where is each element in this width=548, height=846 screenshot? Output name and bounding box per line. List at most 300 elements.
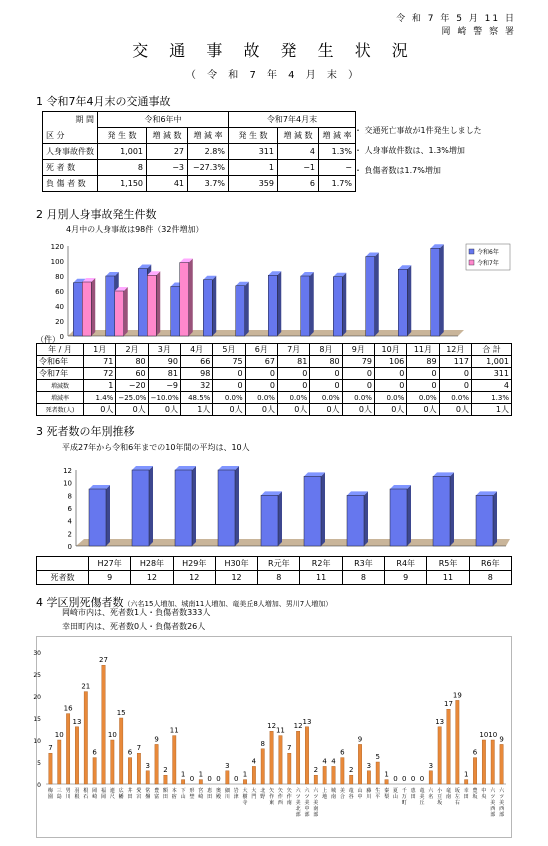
table-cell: 8	[342, 571, 384, 585]
school-value-label: 15	[116, 709, 126, 717]
year-header: R3年	[342, 557, 384, 571]
bar-r7	[82, 278, 95, 336]
school-value-label: 0	[419, 775, 425, 783]
bar-r6	[398, 265, 411, 336]
table-cell: 0	[277, 368, 309, 380]
table-cell: 117	[439, 356, 471, 368]
section2-note: 4月中の人身事故は98件（32件増加）	[66, 225, 204, 234]
table-cell: 1	[84, 380, 116, 392]
table-cell: 71	[84, 356, 116, 368]
school-value-label: 9	[499, 735, 504, 744]
school-value-label: 7	[287, 744, 292, 753]
yearly-bar-chart	[36, 462, 512, 556]
school-category-label: 美合	[339, 788, 345, 800]
school-bar	[75, 727, 78, 784]
school-category-label: 岡崎	[92, 788, 98, 800]
school-bar	[491, 740, 494, 784]
monthly-bar-chart	[36, 236, 512, 346]
school-category-label: 下山	[180, 788, 186, 800]
table-cell: 67	[245, 356, 277, 368]
bar-year	[390, 485, 411, 546]
school-bar	[261, 749, 264, 784]
school-bar	[199, 780, 202, 784]
table-cell: −20	[116, 380, 148, 392]
table-cell: 0.0%	[245, 392, 277, 404]
school-category-label: 梅園	[47, 788, 53, 800]
bar-year	[132, 466, 153, 546]
school-category-label: 福岡	[100, 788, 107, 800]
table-cell: 0.0%	[439, 392, 471, 404]
group1-label: 令和6年中	[98, 112, 229, 128]
school-category-label: 男川	[65, 788, 71, 800]
school-value-label: 10	[488, 731, 498, 739]
monthly-table	[36, 343, 512, 416]
month-header: 3月	[148, 344, 180, 356]
school-category-label: 宮崎	[198, 788, 204, 800]
col-area-label: 区 分	[43, 128, 98, 144]
table-cell: 1人	[180, 404, 212, 416]
school-value-label: 2	[163, 766, 168, 775]
month-header: 10月	[374, 344, 406, 356]
table-row	[37, 356, 512, 368]
table-cell: 66	[180, 356, 212, 368]
table-cell: 72	[84, 368, 116, 380]
sub-header: 増 減 数	[147, 128, 188, 144]
school-value-label: 7	[136, 744, 142, 753]
table-cell: 12	[131, 571, 173, 585]
year-header: H28年	[131, 557, 173, 571]
school-value-label: 10	[107, 731, 117, 739]
table-cell: 0	[407, 380, 439, 392]
yearly-tick-label: 10	[63, 479, 72, 488]
school-bar	[288, 753, 291, 784]
table-cell: 0	[277, 380, 309, 392]
school-bar	[84, 692, 87, 784]
cell: 27	[147, 144, 188, 160]
table-row	[43, 144, 356, 160]
yearly-tick-label: 4	[67, 517, 72, 526]
school-category-label: 常盤	[145, 788, 151, 800]
table-cell: 0人	[407, 404, 439, 416]
group2-label: 令和7年4月末	[229, 112, 356, 128]
school-bar	[358, 744, 361, 784]
school-category-label: 秦梨	[384, 788, 390, 800]
table-cell: 311	[472, 368, 512, 380]
year-header: H29年	[173, 557, 215, 571]
table-cell: 0	[213, 368, 245, 380]
yearly-tick-label: 12	[63, 467, 72, 475]
table-cell: 0人	[213, 404, 245, 416]
school-bar	[93, 758, 96, 784]
school-tick-label: 25	[33, 672, 41, 679]
cell: 8	[98, 160, 147, 176]
school-category-label: 矢作西	[277, 788, 283, 806]
table-cell: 0.0%	[407, 392, 439, 404]
table-cell: 0人	[245, 404, 277, 416]
table-cell: 1.3%	[472, 392, 512, 404]
bar-r6	[268, 271, 281, 336]
school-category-label: 形埜	[189, 788, 195, 800]
school-value-label: 10	[479, 731, 489, 739]
yearly-tick-label: 6	[67, 505, 72, 513]
section1-heading: 1 令和7年4月末の交通事故	[36, 95, 171, 108]
monthly-tick-label: 60	[55, 288, 64, 296]
school-value-label: 1	[384, 770, 389, 779]
school-value-label: 1	[463, 770, 469, 779]
table-cell: 9	[385, 571, 427, 585]
table-cell: 1,001	[472, 356, 512, 368]
school-category-label: 山中	[357, 788, 363, 800]
school-value-label: 0	[189, 775, 195, 783]
yearly-table	[36, 556, 512, 585]
table-cell: 0	[407, 368, 439, 380]
table-header-row	[37, 557, 512, 571]
bar-r6	[333, 273, 346, 336]
school-value-label: 11	[275, 726, 285, 735]
school-category-label: 千万町	[401, 788, 407, 806]
school-value-label: 13	[72, 717, 82, 726]
school-tick-label: 10	[33, 738, 41, 745]
table-cell: 0人	[277, 404, 309, 416]
school-bar	[164, 775, 167, 784]
school-bar	[173, 736, 176, 784]
school-category-label: 夏山	[392, 788, 398, 800]
sub-header: 発 生 数	[98, 128, 147, 144]
school-category-label: 幸田	[463, 788, 469, 800]
bar-year	[175, 466, 196, 546]
table-row	[43, 160, 356, 176]
school-district-bar-chart	[33, 636, 512, 838]
table-cell: 89	[407, 356, 439, 368]
school-category-label: 愛宕	[136, 788, 142, 800]
table-cell: 0人	[148, 404, 180, 416]
table-cell: 1.4%	[84, 392, 116, 404]
school-value-label: 0	[207, 775, 212, 783]
school-bar	[305, 727, 308, 784]
table-cell: 32	[180, 380, 212, 392]
month-header: 8月	[310, 344, 342, 356]
table-cell: 1人	[472, 404, 512, 416]
school-bar	[226, 771, 229, 784]
school-category-label: 連尺	[109, 788, 115, 800]
school-tick-label: 0	[37, 782, 41, 789]
school-value-label: 2	[348, 766, 354, 775]
month-header: 1月	[84, 344, 116, 356]
year-header: R4年	[385, 557, 427, 571]
school-value-label: 1	[198, 770, 204, 779]
school-value-label: 0	[393, 775, 398, 783]
row-label: 令和7年	[37, 368, 84, 380]
school-category-label: 上地	[322, 788, 328, 800]
table-cell: 12	[215, 571, 257, 585]
year-header: H30年	[215, 557, 257, 571]
bar-r6	[301, 272, 314, 336]
note-line: ・ 交通死亡事故が1件発生しました	[354, 126, 482, 135]
school-value-label: 8	[260, 739, 265, 748]
table-cell: 106	[374, 356, 406, 368]
table-row	[37, 571, 512, 585]
row-label: 死者数	[37, 571, 89, 585]
table-cell: 80	[116, 356, 148, 368]
table-cell: 0	[342, 368, 374, 380]
school-value-label: 4	[331, 757, 336, 766]
school-bar	[137, 753, 140, 784]
school-value-label: 5	[375, 753, 380, 761]
month-header: 9月	[342, 344, 374, 356]
school-value-label: 3	[428, 761, 434, 770]
year-header: R6年	[469, 557, 511, 571]
table-row	[43, 176, 356, 192]
cell: −3	[147, 160, 188, 176]
school-category-label: 井田	[127, 788, 133, 800]
school-category-label: 坂左右	[454, 788, 460, 806]
school-category-label: 恵田	[410, 788, 416, 800]
table-cell: 0人	[116, 404, 148, 416]
school-category-label: 六ツ美南部	[313, 788, 319, 818]
cell: 2.8%	[188, 144, 229, 160]
school-category-label: 竜南	[445, 788, 452, 800]
school-value-label: 4	[322, 757, 327, 766]
yearly-tick-label: 8	[67, 492, 72, 501]
school-bar	[58, 740, 61, 784]
school-value-label: 9	[357, 735, 363, 744]
table-cell: 0人	[439, 404, 471, 416]
school-category-label: 六ツ美西部	[499, 788, 505, 818]
summary-table	[42, 111, 356, 192]
school-value-label: 6	[340, 748, 345, 757]
section2-heading: 2 月別人身事故発生件数	[36, 208, 157, 221]
table-cell: 0	[374, 380, 406, 392]
table-cell: 79	[342, 356, 374, 368]
summary-notes	[354, 121, 482, 181]
section4-line2: 幸田町内は、死者数0人・負傷者数26人	[62, 622, 206, 631]
school-bar	[128, 758, 131, 784]
monthly-tick-label: 40	[55, 303, 64, 311]
school-bar	[500, 744, 503, 784]
table-cell: 0.0%	[277, 392, 309, 404]
school-bar	[438, 727, 441, 784]
table-cell: 0人	[310, 404, 342, 416]
school-bar	[146, 771, 149, 784]
table-cell: 8	[469, 571, 511, 585]
cell: −	[319, 160, 356, 176]
school-tick-label: 30	[33, 650, 41, 657]
school-category-label: 根石	[83, 788, 89, 800]
school-bar	[447, 709, 450, 784]
table-cell: 0	[245, 380, 277, 392]
school-bar	[385, 780, 388, 784]
month-header: 5月	[213, 344, 245, 356]
bar-r6	[366, 253, 379, 337]
section3-note: 平成27年から令和6年までの10年間の平均は、10人	[62, 443, 250, 452]
school-category-label: 細川	[224, 788, 230, 800]
school-value-label: 12	[293, 722, 303, 731]
school-bar	[314, 775, 317, 784]
school-bar	[243, 780, 246, 784]
page-subtitle: （ 令 和 7 年 4 月 末 ）	[185, 70, 363, 81]
chart-unit: （件）	[36, 335, 60, 344]
sub-header: 増 減 率	[319, 128, 356, 144]
col-period-label: 期 間	[43, 112, 98, 128]
school-category-label: 北野	[260, 788, 266, 800]
monthly-tick-label: 0	[59, 333, 64, 341]
school-bar	[464, 780, 467, 784]
school-bar	[473, 758, 476, 784]
bar-year	[89, 485, 110, 546]
year-header: R2年	[300, 557, 342, 571]
row-label: 増減数	[37, 380, 84, 392]
cell: 1	[229, 160, 278, 176]
school-category-label: 六名	[428, 788, 434, 800]
school-category-label: 本宿	[171, 788, 177, 800]
bar-r7	[180, 259, 193, 337]
school-value-label: 6	[92, 748, 97, 757]
school-bar	[341, 758, 344, 784]
table-cell: 0人	[84, 404, 116, 416]
section4-line1: 岡崎市内は、死者数1人・負傷者数333人	[62, 608, 211, 617]
cell: 359	[229, 176, 278, 192]
table-cell: 0人	[342, 404, 374, 416]
school-category-label: 大門	[251, 788, 257, 800]
bar-year	[433, 472, 454, 546]
table-cell: 0.0%	[342, 392, 374, 404]
table-cell: 0	[245, 368, 277, 380]
school-value-label: 0	[216, 775, 221, 783]
chart-legend	[466, 244, 510, 270]
table-cell: 98	[180, 368, 212, 380]
table-cell: 0	[439, 380, 471, 392]
school-category-label: 豊富	[154, 788, 160, 800]
report-org: 岡 崎 警 察 署	[441, 27, 516, 37]
month-header: 合 計	[472, 344, 512, 356]
legend-label: 令和7年	[477, 260, 499, 267]
empty-cell	[37, 557, 89, 571]
school-bar	[111, 740, 114, 784]
year-header: H27年	[89, 557, 131, 571]
school-value-label: 11	[169, 726, 179, 735]
table-cell: 90	[148, 356, 180, 368]
school-category-label: 六ツ美中部	[304, 788, 310, 818]
sub-header: 増 減 率	[188, 128, 229, 144]
school-value-label: 4	[251, 757, 257, 766]
table-cell: 12	[173, 571, 215, 585]
table-cell: −10.0%	[148, 392, 180, 404]
month-header: 12月	[439, 344, 471, 356]
school-bar	[252, 766, 255, 784]
row-label: 令和6年	[37, 356, 84, 368]
school-category-label: 生平	[375, 788, 381, 800]
school-category-label: 竜谷	[348, 788, 354, 800]
school-value-label: 3	[225, 761, 230, 770]
monthly-tick-label: 120	[50, 243, 64, 251]
school-category-label: 三島	[56, 788, 62, 800]
school-value-label: 0	[402, 775, 407, 783]
school-value-label: 6	[472, 748, 478, 757]
school-value-label: 19	[452, 691, 462, 700]
school-category-label: 岩津	[233, 788, 239, 800]
school-value-label: 27	[99, 656, 108, 665]
month-header: 11月	[407, 344, 439, 356]
school-value-label: 2	[313, 766, 319, 775]
cell: 1.3%	[319, 144, 356, 160]
month-header: 7月	[277, 344, 309, 356]
school-category-label: 六ツ美北部	[295, 788, 301, 818]
school-value-label: 1	[242, 770, 248, 779]
school-category-label: 竜美丘	[419, 788, 425, 806]
cell: 3.7%	[188, 176, 229, 192]
legend-swatch	[469, 249, 474, 254]
row-label: 負 傷 者 数	[43, 176, 98, 192]
month-header: 2月	[116, 344, 148, 356]
row-label: 人身事故件数	[43, 144, 98, 160]
monthly-tick-label: 80	[55, 273, 64, 281]
section4-heading: 4 学区別死傷者数	[36, 596, 124, 609]
table-cell: 0	[213, 380, 245, 392]
school-category-label: 大樹寺	[242, 788, 248, 806]
month-header: 6月	[245, 344, 277, 356]
table-cell: 11	[427, 571, 469, 585]
school-bar	[456, 700, 459, 784]
school-value-label: 0	[233, 775, 239, 783]
school-category-label: 小豆坂	[437, 788, 443, 806]
school-bar	[376, 762, 379, 784]
school-tick-label: 20	[33, 694, 41, 701]
table-cell: 48.5%	[180, 392, 212, 404]
school-bar	[349, 775, 352, 784]
table-cell: 0	[342, 380, 374, 392]
row-label: 増減率	[37, 392, 84, 404]
table-cell: 0	[310, 368, 342, 380]
school-category-label: 恵田	[207, 788, 213, 800]
table-header-row	[37, 344, 512, 356]
school-value-label: 1	[180, 770, 186, 779]
school-bar	[66, 714, 69, 784]
school-category-label: 額田	[162, 788, 168, 800]
report-date-block	[396, 13, 516, 39]
year-header: R元年	[258, 557, 300, 571]
school-category-label: 奥殿	[215, 788, 222, 800]
school-bar	[429, 771, 432, 784]
table-cell: 80	[310, 356, 342, 368]
table-cell: 81	[277, 356, 309, 368]
school-bar	[181, 780, 184, 784]
table-cell: 11	[300, 571, 342, 585]
bar-r6	[236, 282, 249, 336]
bar-year	[304, 472, 325, 546]
school-value-label: 0	[410, 775, 416, 783]
legend-label: 令和6年	[477, 249, 499, 256]
sub-header: 発 生 数	[229, 128, 278, 144]
table-row	[37, 380, 512, 392]
school-value-label: 10	[54, 731, 64, 739]
school-value-label: 6	[127, 748, 133, 757]
section3-heading: 3 死者数の年別推移	[36, 425, 135, 438]
month-header: 4月	[180, 344, 212, 356]
school-value-label: 3	[366, 761, 372, 770]
school-bar	[119, 718, 122, 784]
table-cell: 0.0%	[213, 392, 245, 404]
table-row	[37, 404, 512, 416]
school-bar	[49, 753, 52, 784]
table-row	[37, 392, 512, 404]
report-date: 令 和 7 年 5 月 11 日	[396, 14, 516, 24]
school-value-label: 7	[48, 744, 53, 753]
table-cell: −9	[148, 380, 180, 392]
school-bar	[367, 771, 370, 784]
table-cell: 0	[374, 368, 406, 380]
table-row	[37, 368, 512, 380]
school-value-label: 3	[145, 761, 150, 770]
